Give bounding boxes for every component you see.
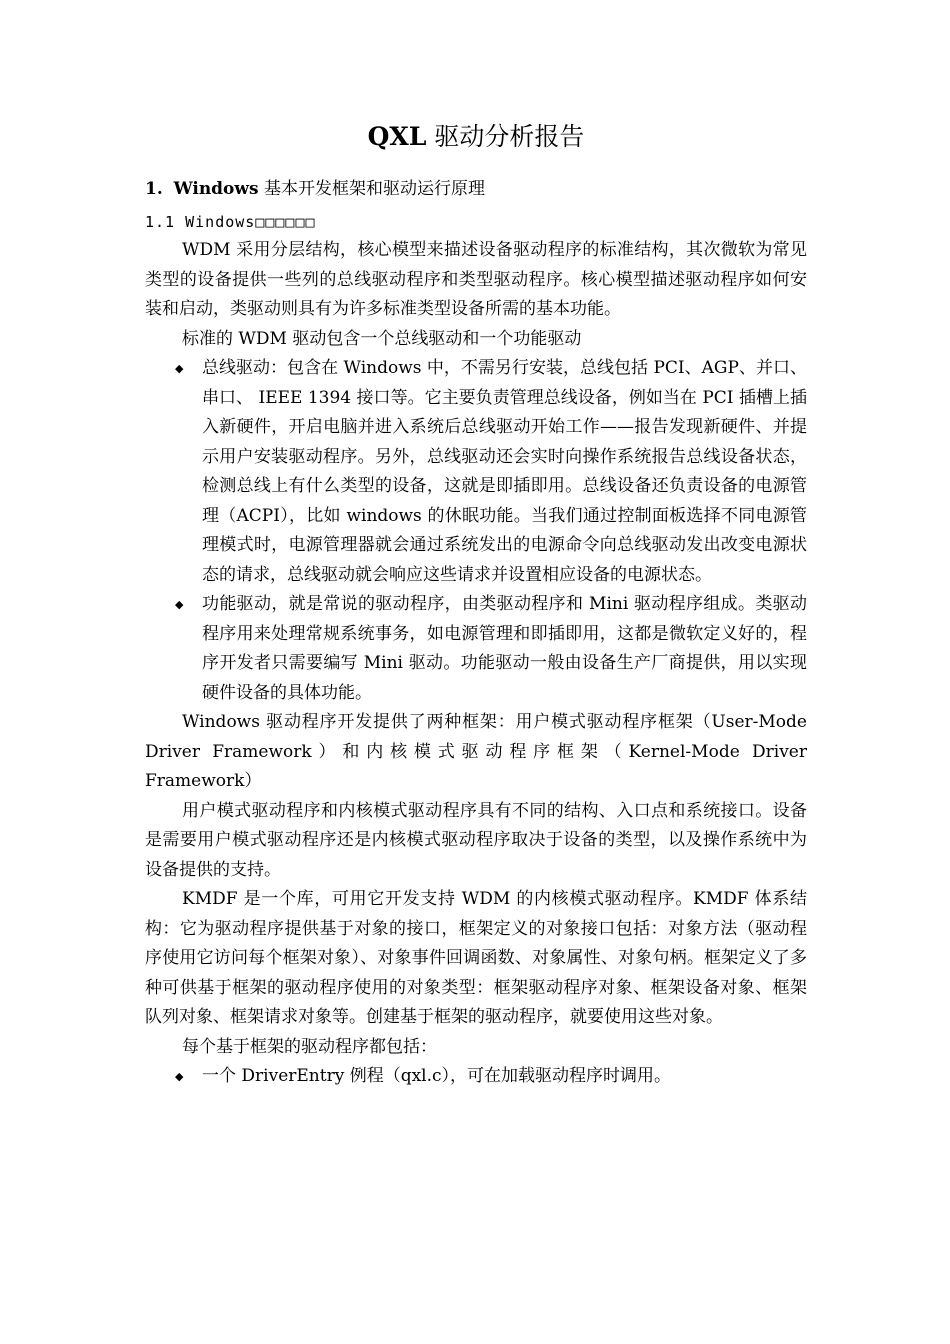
bullet-item [145, 590, 807, 708]
bullet-diamond-icon: ◆ [175, 1070, 184, 1083]
bullet-item [145, 1062, 807, 1092]
paragraph: 每个基于框架的驱动程序都包括： [182, 1036, 437, 1057]
document-body [145, 236, 807, 1092]
bullet-text: 功能驱动，就是常说的驱动程序，由类驱动程序和 Mini 驱动程序组成。类驱动程序用来处理常规系统事务，如电源管理和即插即用，这都是微软定义好的，程序开发者只需要编写 Mini 驱动。功能驱动一般由设备生产厂商提供，用以实现硬件设备的具体功能。 [202, 594, 807, 703]
bullet-text: 一个 DriverEntry 例程（qxl.c），可在加载驱动程序时调用。 [202, 1066, 672, 1086]
section-keyword: Windows [173, 179, 259, 199]
section-heading-1-1: 1.1 Windows□□□□□□ [145, 213, 316, 231]
paragraph: Windows 驱动程序开发提供了两种框架：用户模式驱动程序框架（User-Mode Driver Framework）和内核模式驱动程序框架（Kernel-Mode Driver Framework） [145, 712, 807, 791]
bullet-diamond-icon: ◆ [175, 362, 184, 375]
paragraph: 标准的 WDM 驱动包含一个总线驱动和一个功能驱动 [182, 328, 582, 349]
section-heading-text: 基本开发框架和驱动运行原理 [258, 179, 486, 199]
bullet-text: 总线驱动：包含在 Windows 中，不需另行安装，总线包括 PCI、AGP、并口、串口、 IEEE 1394 接口等。它主要负责管理总线设备，例如当在 PCI 插槽上插入新硬件，开启电脑并进入系统后总线驱动开始工作——报告发现新硬件、并提示用户安装驱动程序。另外，总线驱动还会实时向操作系统报告总线设备状态，检测总线上有什么类型的设备，这就是即插即用。总线设备还负责设备的电源管理（ACPI），比如 windows 的休眠功能。当我们通过控制面板选择不同电源管理模式时，电源管理器就会通过系统发出的电源命令向总线驱动发出改变电源状态的请求，总线驱动就会响应这些请求并设置相应设备的电源状态。 [202, 358, 807, 585]
title-bold-part: QXL [367, 122, 427, 151]
paragraph: WDM 采用分层结构，核心模型来描述设备驱动程序的标准结构，其次微软为常见类型的设备提供一些列的总线驱动程序和类型驱动程序。核心模型描述驱动程序如何安装和启动，类驱动则具有为许多标准类型设备所需的基本功能。 [145, 240, 807, 319]
title-rest: 驱动分析报告 [426, 122, 585, 151]
paragraph: KMDF 是一个库，可用它开发支持 WDM 的内核模式驱动程序。KMDF 体系结构：它为驱动程序提供基于对象的接口，框架定义的对象接口包括：对象方法（驱动程序使用它访问每个框架对象）、对象事件回调函数、对象属性、对象句柄。框架定义了多种可供基于框架的驱动程序使用的对象类型：框架驱动程序对象、框架设备对象、框架队列对象、框架请求对象等。创建基于框架的驱动程序，就要使用这些对象。 [145, 889, 807, 1027]
bullet-item [145, 354, 807, 590]
paragraph: 用户模式驱动程序和内核模式驱动程序具有不同的结构、入口点和系统接口。设备是需要用户模式驱动程序还是内核模式驱动程序取决于设备的类型，以及操作系统中为设备提供的支持。 [145, 800, 807, 880]
section-number: 1. [145, 179, 163, 199]
document-title [145, 120, 807, 154]
section-heading-1 [145, 177, 485, 201]
bullet-diamond-icon: ◆ [175, 598, 184, 611]
